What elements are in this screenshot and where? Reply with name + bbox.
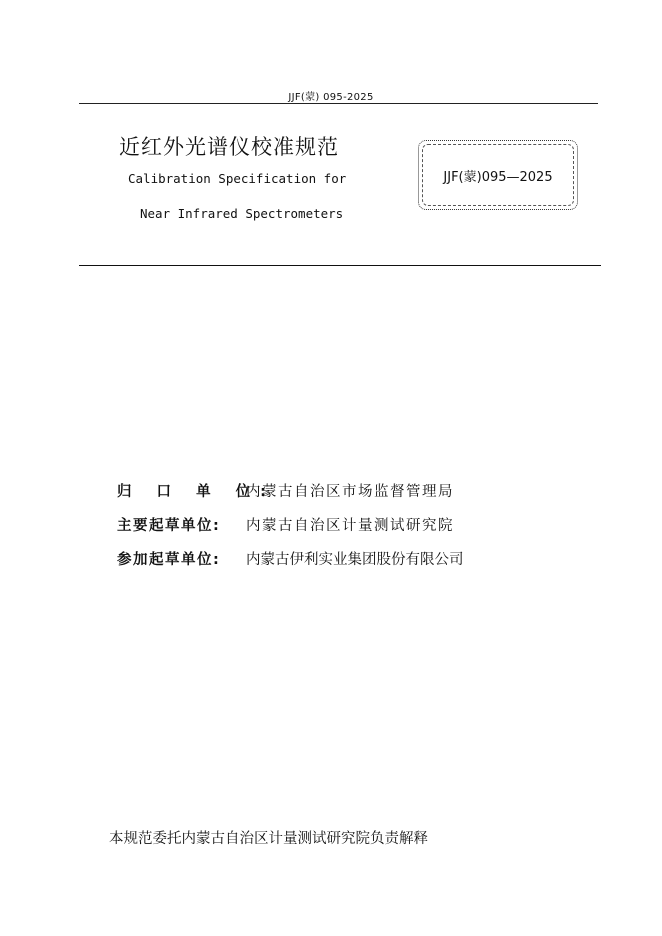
info-label: 归 口 单 位: — [117, 484, 276, 500]
specification-code: JJF(蒙)095—2025 — [443, 169, 553, 185]
header-code: JJF(蒙) 095-2025 — [288, 92, 374, 103]
info-value: 内蒙古自治区市场监督管理局 — [246, 484, 454, 500]
specification-code-box — [418, 140, 578, 210]
specification-code-box-inner — [422, 144, 574, 206]
title-english-line2: Near Infrared Spectrometers — [140, 206, 344, 221]
title-english-line1: Calibration Specification for — [128, 171, 347, 186]
info-label: 主要起草单位: — [117, 518, 221, 534]
info-value: 内蒙古伊利实业集团股份有限公司 — [246, 552, 464, 568]
header-rule — [79, 103, 598, 104]
info-value: 内蒙古自治区计量测试研究院 — [246, 518, 454, 534]
info-row-main-drafting-unit — [0, 514, 662, 538]
info-row-responsible-unit — [0, 480, 662, 504]
info-label: 参加起草单位: — [117, 552, 221, 568]
info-row-participating-drafting-unit — [0, 548, 662, 572]
interpretation-note: 本规范委托内蒙古自治区计量测试研究院负责解释 — [109, 831, 428, 847]
title-divider — [79, 265, 601, 266]
title-chinese: 近红外光谱仪校准规范 — [119, 135, 339, 159]
